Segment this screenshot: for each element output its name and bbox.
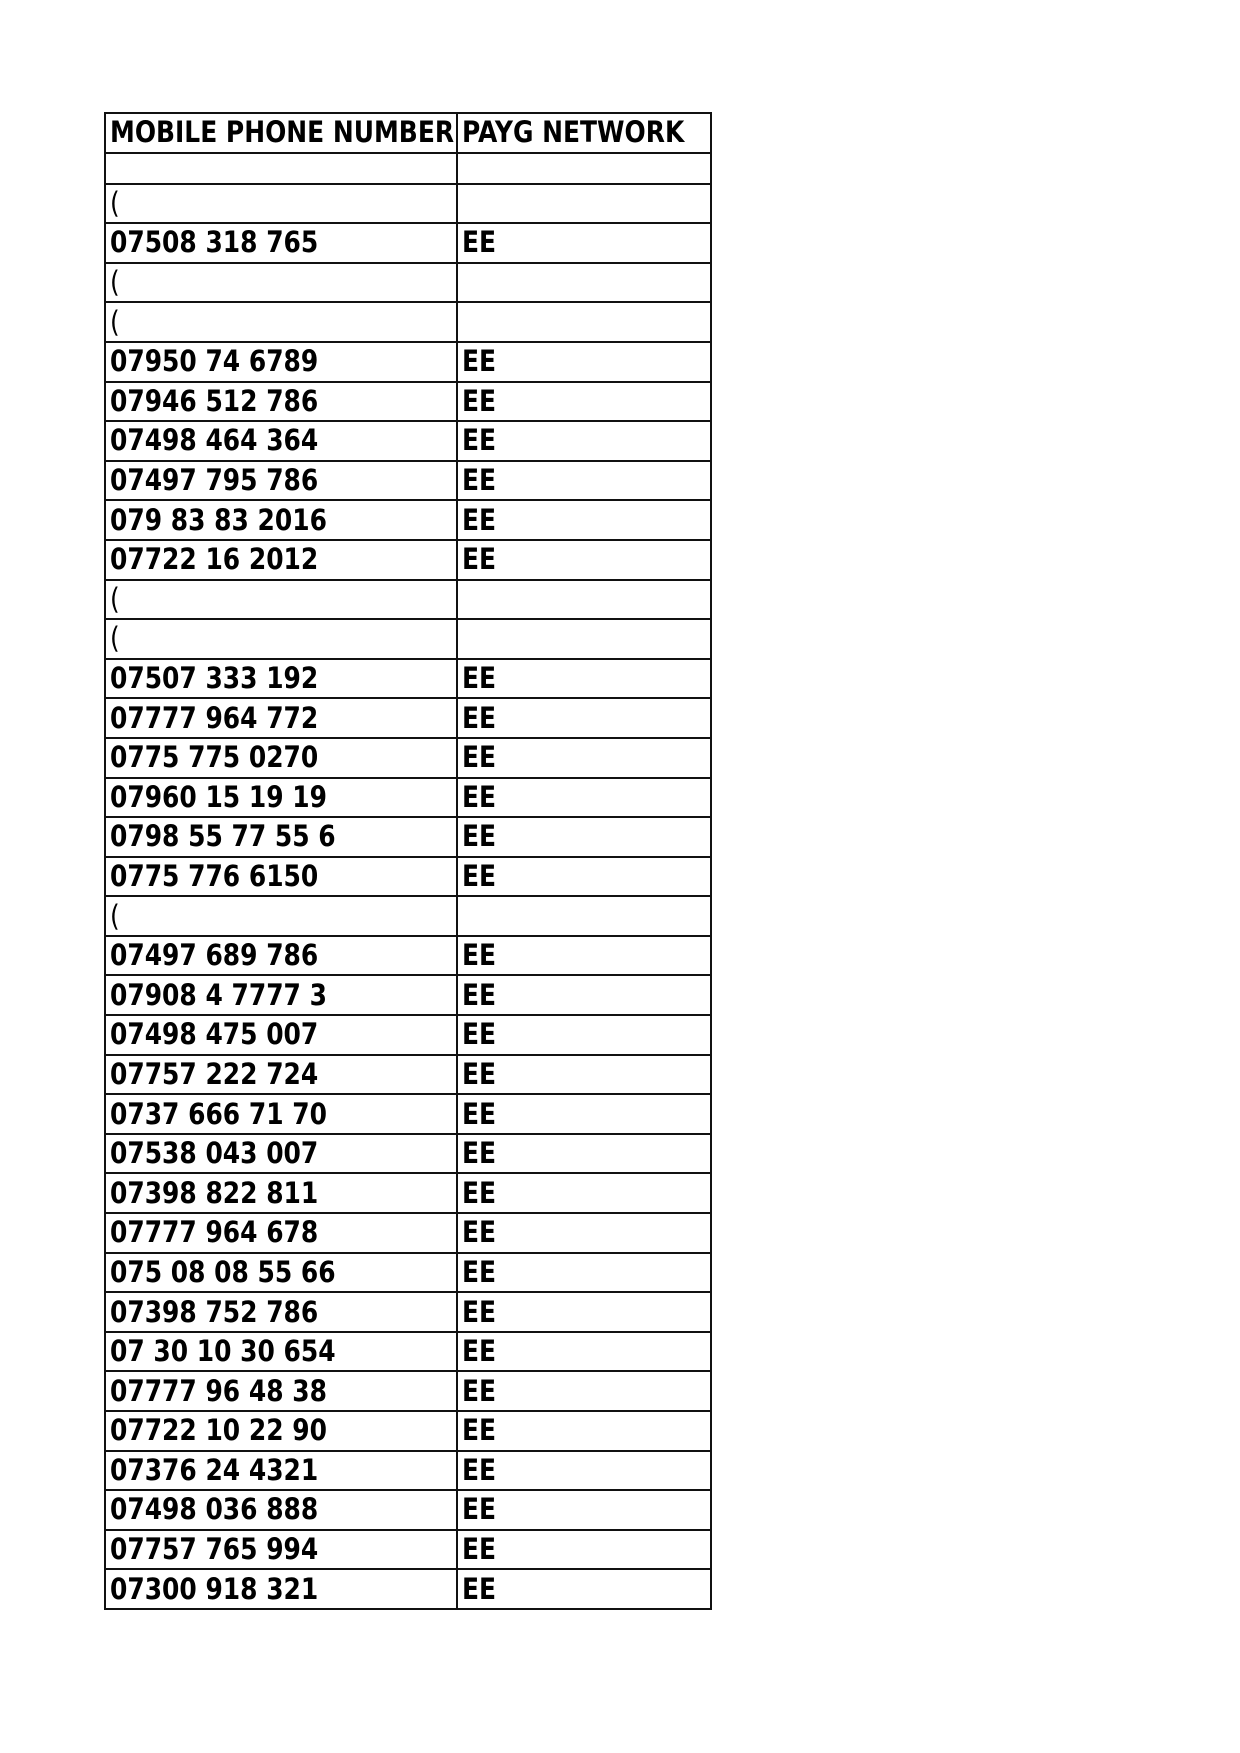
- phone-number-cell: [105, 580, 457, 620]
- network-cell: [457, 857, 711, 897]
- network-cell-text: EE: [462, 977, 497, 1012]
- phone-number-cell-text: 07946 512 786: [110, 383, 319, 418]
- network-cell-text: EE: [462, 1571, 497, 1606]
- phone-number-cell: [105, 738, 457, 778]
- network-cell-text: EE: [462, 1017, 497, 1052]
- table-row: [105, 1134, 711, 1174]
- phone-number-cell-text: (: [110, 898, 120, 933]
- table-row: [105, 1569, 711, 1609]
- table-row: [105, 1213, 711, 1253]
- header-label: PAYG NETWORK: [462, 115, 685, 150]
- network-cell: [457, 1530, 711, 1570]
- phone-number-cell: [105, 1530, 457, 1570]
- table-row: [105, 896, 711, 936]
- phone-number-cell: [105, 857, 457, 897]
- network-cell: [457, 382, 711, 422]
- phone-number-cell: [105, 1173, 457, 1213]
- phone-number-cell: [105, 500, 457, 540]
- table-row: [105, 619, 711, 659]
- network-cell-text: EE: [462, 1413, 497, 1448]
- network-cell: [457, 1451, 711, 1491]
- network-cell: [457, 1490, 711, 1530]
- phone-number-cell-text: 07950 74 6789: [110, 344, 319, 379]
- network-cell: [457, 1055, 711, 1095]
- table-row: [105, 421, 711, 461]
- table-row: [105, 936, 711, 976]
- phone-number-cell-text: 07398 822 811: [110, 1175, 319, 1210]
- phone-number-cell-text: 07398 752 786: [110, 1294, 319, 1329]
- table-row: [105, 223, 711, 263]
- table-row: [105, 263, 711, 303]
- network-cell: [457, 619, 711, 659]
- phone-number-cell-text: 07757 222 724: [110, 1056, 319, 1091]
- table-row: [105, 580, 711, 620]
- phone-number-cell: [105, 659, 457, 699]
- network-cell: [457, 540, 711, 580]
- phone-number-cell: [105, 975, 457, 1015]
- phone-number-cell: [105, 461, 457, 501]
- network-cell-text: EE: [462, 1215, 497, 1250]
- phone-number-table: [104, 112, 712, 1610]
- network-cell-text: EE: [462, 1175, 497, 1210]
- phone-number-cell: [105, 302, 457, 342]
- header-mobile-phone-number: [105, 113, 457, 153]
- table-row: [105, 1371, 711, 1411]
- table-row: [105, 1490, 711, 1530]
- phone-number-cell-text: 07498 464 364: [110, 423, 319, 458]
- table-row: [105, 1055, 711, 1095]
- phone-number-cell: [105, 698, 457, 738]
- table-row: [105, 1253, 711, 1293]
- network-cell-text: EE: [462, 383, 497, 418]
- phone-number-cell: [105, 263, 457, 303]
- table-row: [105, 153, 711, 184]
- network-cell: [457, 421, 711, 461]
- phone-number-cell-text: 07777 96 48 38: [110, 1373, 327, 1408]
- table-row: [105, 698, 711, 738]
- table-row: [105, 975, 711, 1015]
- header-label: MOBILE PHONE NUMBER: [110, 115, 455, 150]
- network-cell: [457, 1094, 711, 1134]
- phone-number-cell-text: 07757 765 994: [110, 1532, 319, 1567]
- phone-number-cell: [105, 153, 457, 184]
- phone-number-cell: [105, 1015, 457, 1055]
- network-cell-text: EE: [462, 1373, 497, 1408]
- network-cell: [457, 580, 711, 620]
- table-row: [105, 659, 711, 699]
- network-cell-text: EE: [462, 463, 497, 498]
- table-body: [105, 113, 711, 1609]
- phone-number-cell-text: 07376 24 4321: [110, 1452, 319, 1487]
- phone-number-cell: [105, 936, 457, 976]
- network-cell-text: EE: [462, 1492, 497, 1527]
- phone-number-cell-text: 07498 475 007: [110, 1017, 319, 1052]
- phone-number-cell-text: 079 83 83 2016: [110, 502, 327, 537]
- network-cell-text: EE: [462, 819, 497, 854]
- header-row: [105, 113, 711, 153]
- network-cell: [457, 342, 711, 382]
- network-cell: [457, 153, 711, 184]
- network-cell: [457, 1253, 711, 1293]
- network-cell-text: EE: [462, 344, 497, 379]
- phone-number-cell: [105, 1213, 457, 1253]
- network-cell-text: EE: [462, 1096, 497, 1131]
- table-row: [105, 1411, 711, 1451]
- network-cell-text: EE: [462, 1254, 497, 1289]
- table-row: [105, 1530, 711, 1570]
- network-cell: [457, 738, 711, 778]
- network-cell: [457, 1569, 711, 1609]
- network-cell-text: EE: [462, 542, 497, 577]
- table-row: [105, 857, 711, 897]
- phone-number-cell-text: 07960 15 19 19: [110, 779, 327, 814]
- phone-number-cell-text: 07908 4 7777 3: [110, 977, 327, 1012]
- phone-number-cell-text: 07497 795 786: [110, 463, 319, 498]
- phone-number-cell: [105, 342, 457, 382]
- network-cell-text: EE: [462, 779, 497, 814]
- table-row: [105, 738, 711, 778]
- phone-number-cell: [105, 1253, 457, 1293]
- network-cell: [457, 1292, 711, 1332]
- header-payg-network: [457, 113, 711, 153]
- table-row: [105, 461, 711, 501]
- phone-number-cell-text: 07538 043 007: [110, 1136, 319, 1171]
- network-cell-text: EE: [462, 1136, 497, 1171]
- phone-number-cell: [105, 778, 457, 818]
- network-cell-text: EE: [462, 938, 497, 973]
- phone-number-cell: [105, 1332, 457, 1372]
- phone-number-cell: [105, 421, 457, 461]
- table-row: [105, 817, 711, 857]
- phone-number-cell-text: 07777 964 772: [110, 700, 319, 735]
- network-cell: [457, 302, 711, 342]
- phone-number-cell: [105, 1094, 457, 1134]
- phone-number-cell-text: 07507 333 192: [110, 661, 319, 696]
- phone-number-cell-text: 0798 55 77 55 6: [110, 819, 336, 854]
- phone-number-cell-text: 07722 10 22 90: [110, 1413, 327, 1448]
- network-cell-text: EE: [462, 1056, 497, 1091]
- phone-number-cell: [105, 896, 457, 936]
- network-cell: [457, 184, 711, 224]
- phone-number-cell-text: 07722 16 2012: [110, 542, 319, 577]
- phone-number-cell: [105, 1055, 457, 1095]
- network-cell: [457, 1213, 711, 1253]
- table-row: [105, 1332, 711, 1372]
- network-cell: [457, 263, 711, 303]
- network-cell-text: EE: [462, 1452, 497, 1487]
- phone-number-cell: [105, 1134, 457, 1174]
- phone-number-cell: [105, 540, 457, 580]
- network-cell-text: EE: [462, 1294, 497, 1329]
- table-row: [105, 500, 711, 540]
- network-cell: [457, 461, 711, 501]
- phone-number-cell: [105, 817, 457, 857]
- phone-number-cell-text: (: [110, 185, 120, 220]
- phone-number-cell-text: 07300 918 321: [110, 1571, 319, 1606]
- network-cell: [457, 936, 711, 976]
- phone-number-cell-text: (: [110, 621, 120, 656]
- network-cell-text: EE: [462, 1532, 497, 1567]
- phone-number-cell: [105, 1569, 457, 1609]
- network-cell: [457, 698, 711, 738]
- network-cell-text: EE: [462, 1334, 497, 1369]
- network-cell-text: EE: [462, 858, 497, 893]
- phone-number-cell-text: 0775 775 0270: [110, 740, 319, 775]
- phone-number-cell-text: 075 08 08 55 66: [110, 1254, 336, 1289]
- network-cell: [457, 223, 711, 263]
- table-row: [105, 1292, 711, 1332]
- phone-number-cell: [105, 382, 457, 422]
- phone-number-cell-text: 07 30 10 30 654: [110, 1334, 336, 1369]
- table-row: [105, 1451, 711, 1491]
- network-cell-text: EE: [462, 423, 497, 458]
- network-cell: [457, 1411, 711, 1451]
- network-cell-text: EE: [462, 225, 497, 260]
- phone-number-cell: [105, 619, 457, 659]
- phone-number-cell-text: 07777 964 678: [110, 1215, 319, 1250]
- network-cell-text: EE: [462, 700, 497, 735]
- table-row: [105, 382, 711, 422]
- network-cell: [457, 1134, 711, 1174]
- network-cell-text: EE: [462, 740, 497, 775]
- phone-number-cell-text: (: [110, 265, 120, 300]
- phone-number-cell-text: 07498 036 888: [110, 1492, 319, 1527]
- network-cell: [457, 1015, 711, 1055]
- phone-number-cell-text: 0775 776 6150: [110, 858, 319, 893]
- phone-number-cell: [105, 184, 457, 224]
- network-cell: [457, 1173, 711, 1213]
- phone-number-cell-text: (: [110, 581, 120, 616]
- network-cell: [457, 1371, 711, 1411]
- network-cell-text: EE: [462, 502, 497, 537]
- phone-number-cell-text: 0737 666 71 70: [110, 1096, 327, 1131]
- phone-number-cell: [105, 1451, 457, 1491]
- network-cell: [457, 659, 711, 699]
- table-row: [105, 1173, 711, 1213]
- network-cell: [457, 778, 711, 818]
- network-cell: [457, 817, 711, 857]
- phone-number-cell: [105, 1490, 457, 1530]
- network-cell: [457, 975, 711, 1015]
- table-row: [105, 540, 711, 580]
- phone-number-cell: [105, 1411, 457, 1451]
- phone-number-cell: [105, 223, 457, 263]
- table-row: [105, 1015, 711, 1055]
- network-cell-text: EE: [462, 661, 497, 696]
- table-row: [105, 302, 711, 342]
- phone-number-cell-text: 07508 318 765: [110, 225, 319, 260]
- phone-number-cell-text: (: [110, 304, 120, 339]
- phone-number-cell: [105, 1292, 457, 1332]
- network-cell: [457, 500, 711, 540]
- table-row: [105, 778, 711, 818]
- network-cell: [457, 1332, 711, 1372]
- phone-number-cell: [105, 1371, 457, 1411]
- table-row: [105, 1094, 711, 1134]
- table-row: [105, 184, 711, 224]
- phone-number-cell-text: 07497 689 786: [110, 938, 319, 973]
- network-cell: [457, 896, 711, 936]
- table-row: [105, 342, 711, 382]
